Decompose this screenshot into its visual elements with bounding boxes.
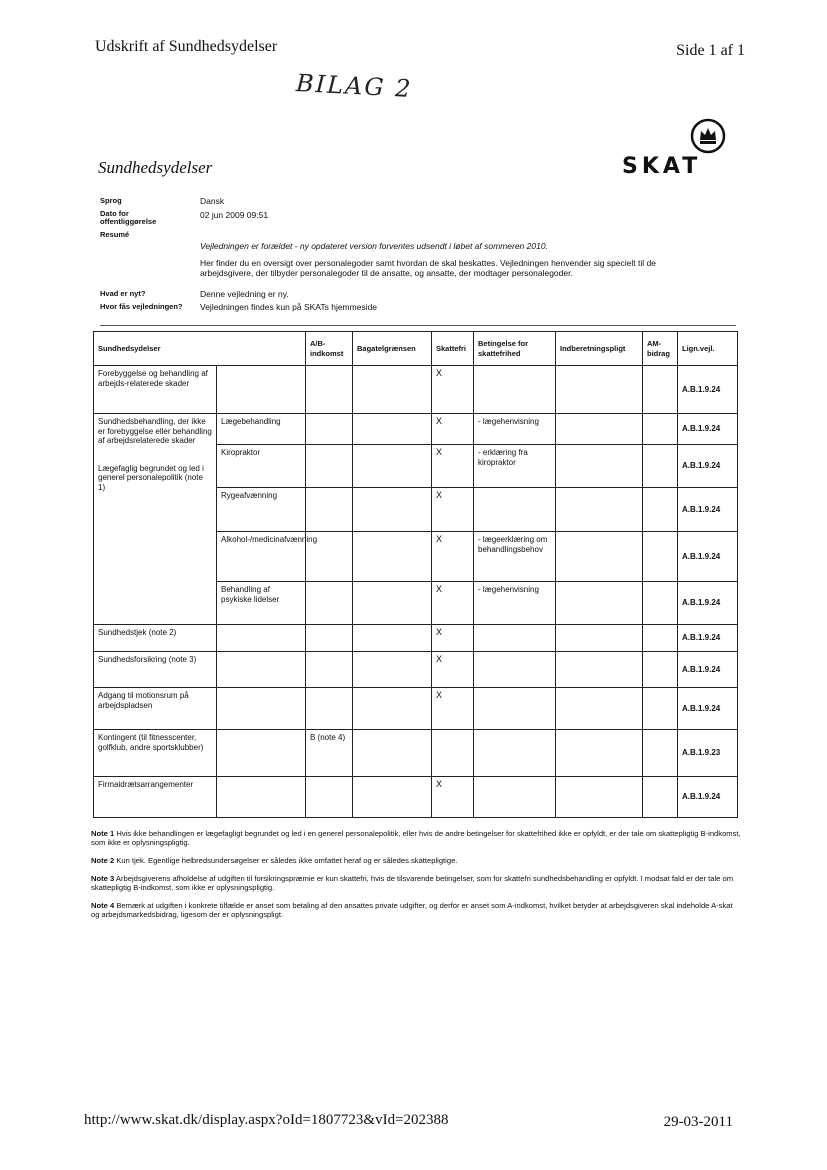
col-header-skattefri: Skattefri	[432, 332, 474, 366]
date-label-line1: Dato for	[100, 209, 129, 218]
row-label: Adgang til motionsrum på arbejdspladsen	[94, 688, 217, 730]
betingelse: - lægeerklæring om behandlingsbehov	[474, 532, 556, 582]
note-label: Note 3	[91, 874, 115, 883]
row-label: Sundhedstjek (note 2)	[94, 625, 217, 652]
table-row	[94, 777, 738, 818]
ligning-ref: A.B.1.9.24	[678, 652, 738, 688]
sub-label: Behandling af psykiske lidelser	[217, 582, 306, 625]
betingelse: - erklæring fra kiropraktor	[474, 445, 556, 488]
skattefri-mark: X	[432, 688, 474, 730]
table-row	[94, 366, 738, 414]
table-row	[94, 730, 738, 777]
ligning-ref: A.B.1.9.23	[678, 730, 738, 777]
ligning-ref: A.B.1.9.24	[678, 366, 738, 414]
skat-logo	[622, 118, 712, 180]
whats-new-value: Denne vejledning er ny.	[200, 289, 289, 299]
note-text: Arbejdsgiverens afholdelse af udgiften til forsikringspræmie er kun skattefri, hvis de tilsvarende betingelser, som for skattefri sundhedsbehandling er opfyldt. I modsat fald er der tale om skattepligtig B-indkomst, som ikke er oplysningspligtig.	[91, 874, 734, 892]
skattefri-mark: X	[432, 445, 474, 488]
divider	[100, 325, 736, 326]
summary-text-line1: Her finder du en oversigt over personalegoder samt hvordan de skal beskattes. Vejledningen henvender sig specielt til de	[200, 258, 656, 268]
date-value: 02 jun 2009 09:51	[200, 210, 269, 220]
date-label-line2: offentliggørelse	[100, 217, 157, 226]
print-header-title: Udskrift af Sundhedsydelser	[95, 38, 278, 55]
row-label: Firmaidrætsarrangementer	[94, 777, 217, 818]
ligning-ref: A.B.1.9.24	[678, 532, 738, 582]
betingelse: - lægehenvisning	[474, 582, 556, 625]
whats-new-label: Hvad er nyt?	[100, 289, 146, 298]
col-header-sundhedsydelser: Sundhedsydelser	[94, 332, 306, 366]
ligning-ref: A.B.1.9.24	[678, 414, 738, 445]
note-label: Note 2	[91, 856, 115, 865]
row-label: Forebyggelse og behandling af arbejds-relaterede skader	[94, 366, 217, 414]
benefits-table	[93, 331, 738, 818]
group-label-line1: Sundhedsbehandling, der ikke er forebyggelse eller behandling af arbejdsrelaterede skader	[98, 417, 212, 445]
row-label: Kontingent (til fitnesscenter, golfklub, andre sportsklubber)	[94, 730, 217, 777]
betingelse	[474, 488, 556, 532]
col-header-bagatelgraensen: Bagatelgrænsen	[353, 332, 432, 366]
table-row	[94, 688, 738, 730]
notes-section	[91, 829, 741, 928]
skattefri-mark: X	[432, 625, 474, 652]
summary-italic: Vejledningen er forældet - ny opdateret version forventes udsendt i løbet af sommeren 2010.	[200, 241, 548, 251]
ligning-ref: A.B.1.9.24	[678, 625, 738, 652]
crown-icon	[690, 118, 726, 154]
ligning-ref: A.B.1.9.24	[678, 777, 738, 818]
page-number: Side 1 af 1	[676, 42, 745, 59]
language-label: Sprog	[100, 196, 122, 205]
table-row	[94, 414, 738, 445]
ab-value: B (note 4)	[306, 730, 353, 777]
print-date: 29-03-2011	[663, 1114, 733, 1130]
handwritten-annotation: BILAG 2	[295, 68, 414, 104]
table-row	[94, 652, 738, 688]
col-header-betingelse: Betingelse for skattefrihed	[474, 332, 556, 366]
note-label: Note 1	[91, 829, 115, 838]
skattefri-mark: X	[432, 366, 474, 414]
skattefri-mark: X	[432, 488, 474, 532]
note-4	[91, 901, 741, 919]
sub-label: Lægebehandling	[217, 414, 306, 445]
note-1	[91, 829, 741, 847]
skattefri-mark: X	[432, 414, 474, 445]
note-3	[91, 874, 741, 892]
ligning-ref: A.B.1.9.24	[678, 688, 738, 730]
logo-text: SKAT	[622, 154, 702, 179]
col-header-am-bidrag: AM-bidrag	[643, 332, 678, 366]
skattefri-mark: X	[432, 582, 474, 625]
where-label: Hvor fås vejledningen?	[100, 302, 183, 311]
summary-text-line2: arbejdsgivere, der tilbyder personalegoder til de ansatte, og ansatte, der modtager personalegoder.	[200, 268, 573, 278]
note-2	[91, 856, 741, 865]
sub-label: Kiropraktor	[217, 445, 306, 488]
table-header-row	[94, 332, 738, 366]
ligning-ref: A.B.1.9.24	[678, 582, 738, 625]
source-url: http://www.skat.dk/display.aspx?oId=1807723&vId=202388	[84, 1112, 449, 1128]
col-header-ligning: Lign.vejl.	[678, 332, 738, 366]
table-row	[94, 625, 738, 652]
ligning-ref: A.B.1.9.24	[678, 445, 738, 488]
col-header-indberetningspligt: Indberetningspligt	[556, 332, 643, 366]
where-value: Vejledningen findes kun på SKATs hjemmeside	[200, 302, 378, 312]
note-text: Bemærk at udgiften i konkrete tilfælde er anset som betaling af den ansattes private udgifter, og derfor er anset som A-indkomst, hvilket betyder at arbejdsgiveren skal indeholde A-skat og arbejdsmarkedsbidrag, ligesom der er oplysningspligt.	[91, 901, 733, 919]
skattefri-mark: X	[432, 777, 474, 818]
note-text: Kun tjek. Egentlige helbredsundersøgelser er således ikke omfattet heraf og er således skattepligtige.	[116, 856, 458, 865]
skattefri-mark: X	[432, 652, 474, 688]
document-title: Sundhedsydelser	[98, 158, 213, 177]
col-header-ab-indkomst: A/B-indkomst	[306, 332, 353, 366]
summary-label: Resumé	[100, 230, 130, 239]
sub-label: Rygeafvænning	[217, 488, 306, 532]
row-label: Sundhedsforsikring (note 3)	[94, 652, 217, 688]
group-label	[94, 414, 217, 625]
betingelse: - lægehenvisning	[474, 414, 556, 445]
language-value: Dansk	[200, 196, 225, 206]
sub-label: Alkohol-/medicinafvænning	[217, 532, 306, 582]
skattefri-mark: X	[432, 532, 474, 582]
group-label-line2: Lægefaglig begrundet og led i generel personalepolitik (note 1)	[98, 463, 204, 492]
note-label: Note 4	[91, 901, 115, 910]
note-text: Hvis ikke behandlingen er lægefagligt begrundet og led i en generel personalepolitik, eller hvis de andre betingelser for skattefrihed ikke er opfyldt, er der tale om skattepligtig B-indkomst, som ikke er oplysningspligtig.	[91, 829, 741, 847]
ligning-ref: A.B.1.9.24	[678, 488, 738, 532]
